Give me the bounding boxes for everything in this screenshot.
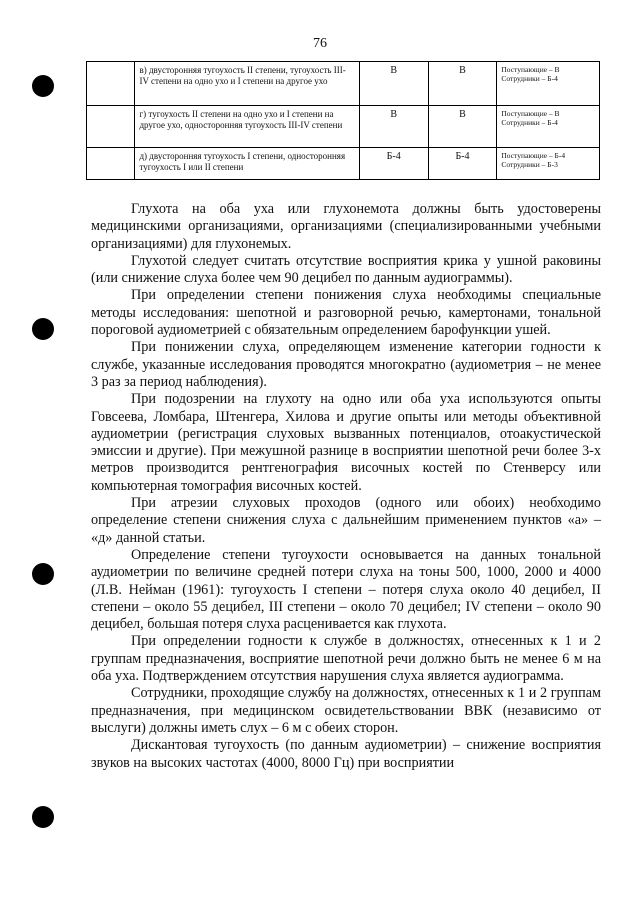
punch-hole xyxy=(32,806,54,828)
paragraph: При определении годности к службе в должностях, отнесенных к 1 и 2 группам предназначения, восприятие шепотной речи должно быть не менее 6 м на оба уха. Подтверждением отсутствия нарушения слуха является аудиограмма. xyxy=(91,633,601,685)
punch-hole xyxy=(32,75,54,97)
note-line: Поступающие – Б-4 xyxy=(501,151,566,160)
paragraph: Глухота на оба уха или глухонемота должны быть удостоверены медицинскими организациями, организациями (специализированными учебными организациями) для глухонемых. xyxy=(91,201,601,252)
paragraph: Глухотой следует считать отсутствие восприятия крика у ушной раковины (или снижение слуха более чем 90 децибел по данным аудиограммы). xyxy=(91,252,601,287)
paragraph: Сотрудники, проходящие службу на должностях, отнесенных к 1 и 2 группам предназначения, при медицинском освидетельствовании ВВК (независимо от выслуги) должны иметь слух – 6 м с обеих сторон. xyxy=(91,685,601,736)
note-line: Поступающие – В xyxy=(501,109,560,118)
requirements-table xyxy=(86,61,600,180)
table-cell-category: В xyxy=(359,62,428,106)
note-line: Сотрудники – Б-4 xyxy=(501,74,558,83)
body-text xyxy=(91,201,601,772)
punch-hole xyxy=(32,318,54,340)
table-cell-note xyxy=(497,62,600,106)
paragraph: Определение степени тугоухости основывается на данных тональной аудиометрии по величине средней потери слуха на тоны 500, 1000, 2000 и 4000 (Л.В. Нейман (1961): тугоухость I степени – потеря слуха около 40 децибел, II степени – около 55 децибел, III степени – около 70 децибел; IV степени – около 90 децибел, большая потеря слуха расценивается как глухота. xyxy=(91,546,601,633)
table-cell-description: г) тугоухость II степени на одно ухо и I степени на другое ухо, односторонняя тугоухость III-IV степени xyxy=(135,106,359,148)
note-line: Сотрудники – Б-3 xyxy=(501,160,558,169)
table-cell-note xyxy=(497,148,600,180)
table-cell-blank xyxy=(87,148,135,180)
table-cell-note xyxy=(497,106,600,148)
table-row xyxy=(87,148,600,180)
table-cell-blank xyxy=(87,62,135,106)
paragraph: При определении степени понижения слуха необходимы специальные методы исследования: шепотной и разговорной речью, камертонами, тональной пороговой аудиометрией с обязательным определением барофункции ушей. xyxy=(91,287,601,339)
table-cell-category: Б-4 xyxy=(359,148,428,180)
table-cell-category: В xyxy=(359,106,428,148)
table-cell-blank xyxy=(87,106,135,148)
paragraph: Дискантовая тугоухость (по данным аудиометрии) – снижение восприятия звуков на высоких частотах (4000, 8000 Гц) при восприятии xyxy=(91,737,601,771)
page-number: 76 xyxy=(313,36,327,51)
table-cell-category: В xyxy=(428,106,497,148)
paragraph: При понижении слуха, определяющем изменение категории годности к службе, указанные исследования проводятся многократно (аудиометрия – не менее 3 раз за период наблюдения). xyxy=(91,339,601,390)
paragraph: При атрезии слуховых проходов (одного или обоих) необходимо определение степени снижения слуха с дальнейшим применением пунктов «а» – «д» данной статьи. xyxy=(91,495,601,546)
table-cell-category: В xyxy=(428,62,497,106)
note-line: Поступающие – В xyxy=(501,65,560,74)
table-row xyxy=(87,106,600,148)
paragraph: При подозрении на глухоту на одно или оба уха используются опыты Говсеева, Ломбара, Штенгера, Хилова и другие опыты или методы объективной аудиометрии (регистрация слуховых вызванных потенциалов, отоакустической эмиссии и другие). При межушной разнице в восприятии шепотной речи более 3-х метров производится рентгенография височных костей по Стенверсу или компьютерная томография височных костей. xyxy=(91,391,601,494)
table-cell-description: д) двусторонняя тугоухость I степени, односторонняя тугоухость I или II степени xyxy=(135,148,359,180)
table-row xyxy=(87,62,600,106)
table-cell-category: Б-4 xyxy=(428,148,497,180)
note-line: Сотрудники – Б-4 xyxy=(501,118,558,127)
punch-hole xyxy=(32,563,54,585)
table-cell-description: в) двусторонняя тугоухость II степени, тугоухость III-IV степени на одно ухо и I степени на другое ухо xyxy=(135,62,359,106)
